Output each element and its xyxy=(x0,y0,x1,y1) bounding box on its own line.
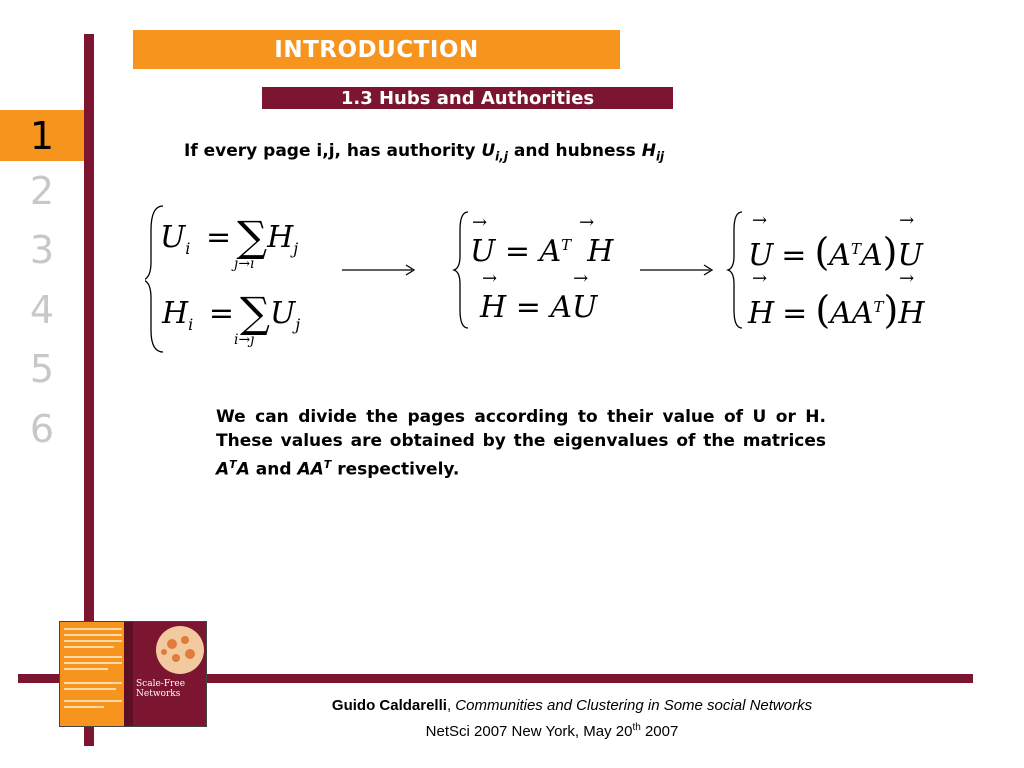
vector-arrows-middle-1: → → xyxy=(472,212,595,233)
slide-title xyxy=(133,30,620,69)
explanation-paragraph: We can divide the pages according to their value of U or H. These values are obtained by the eigenvalues of the matrices $A^TA$ and $AA^T$ respectively. xyxy=(216,407,826,480)
vector-arrows-right-1: → → xyxy=(752,210,915,231)
slide-title-text: INTRODUCTION xyxy=(274,36,479,63)
intro-u-sub: i,j xyxy=(495,149,508,164)
intro-h-sub: ij xyxy=(655,149,665,164)
eq-left-1-sum-index: j→i xyxy=(234,256,255,272)
eq-middle-2: H = AU xyxy=(480,290,598,325)
footer-venue: NetSci 2007 New York, May 20th 2007 xyxy=(425,722,679,740)
eq-left-2: $H_i = \sum U_j$ xyxy=(162,288,301,337)
eq-left-1: $U_i = \sum H_j$ xyxy=(160,212,299,261)
nav-item-1[interactable]: 1 xyxy=(0,110,84,161)
slide-subtitle-text: 1.3 Hubs and Authorities xyxy=(340,87,595,109)
intro-u-symbol: U xyxy=(481,141,496,161)
vector-arrows-middle-2: → → xyxy=(482,268,589,289)
footer-author: Guido Caldarelli xyxy=(331,697,447,714)
intro-h-symbol: H xyxy=(641,141,656,161)
section-nav xyxy=(0,110,84,459)
footer-credit: Guido Caldarelli, Communities and Clustering in Some social Networks xyxy=(331,697,813,714)
intro-sentence xyxy=(184,141,664,163)
intro-prefix: If every page i,j, has authority xyxy=(184,141,482,161)
book-title-line-1: Scale-Free xyxy=(136,679,186,689)
eq-right-2: $H = (AA^T)H$ xyxy=(748,288,925,332)
book-title-line-2: Networks xyxy=(136,689,181,699)
eq-left-2-sum-index: i→j xyxy=(234,332,255,348)
nav-item-6[interactable]: 6 xyxy=(29,406,55,451)
footer-talk-title: Communities and Clustering in Some social Networks xyxy=(455,697,813,714)
eq-middle-1: $U = A^T$ H xyxy=(470,234,614,269)
sum-symbol: ∑ xyxy=(237,212,268,261)
intro-middle: and hubness xyxy=(507,141,642,161)
sum-symbol-2: ∑ xyxy=(239,288,270,337)
nav-item-4[interactable]: 4 xyxy=(29,287,55,332)
arrow-right-icon xyxy=(342,262,418,278)
slide-subtitle xyxy=(262,87,673,109)
vector-arrows-right-2: → → xyxy=(752,268,915,289)
nav-item-5[interactable]: 5 xyxy=(29,347,55,392)
eq-right-1: $U = (A^TA)U$ xyxy=(748,230,923,274)
arrow-right-icon xyxy=(640,262,716,278)
nav-item-3[interactable]: 3 xyxy=(29,228,55,273)
nav-item-2[interactable]: 2 xyxy=(29,168,55,213)
